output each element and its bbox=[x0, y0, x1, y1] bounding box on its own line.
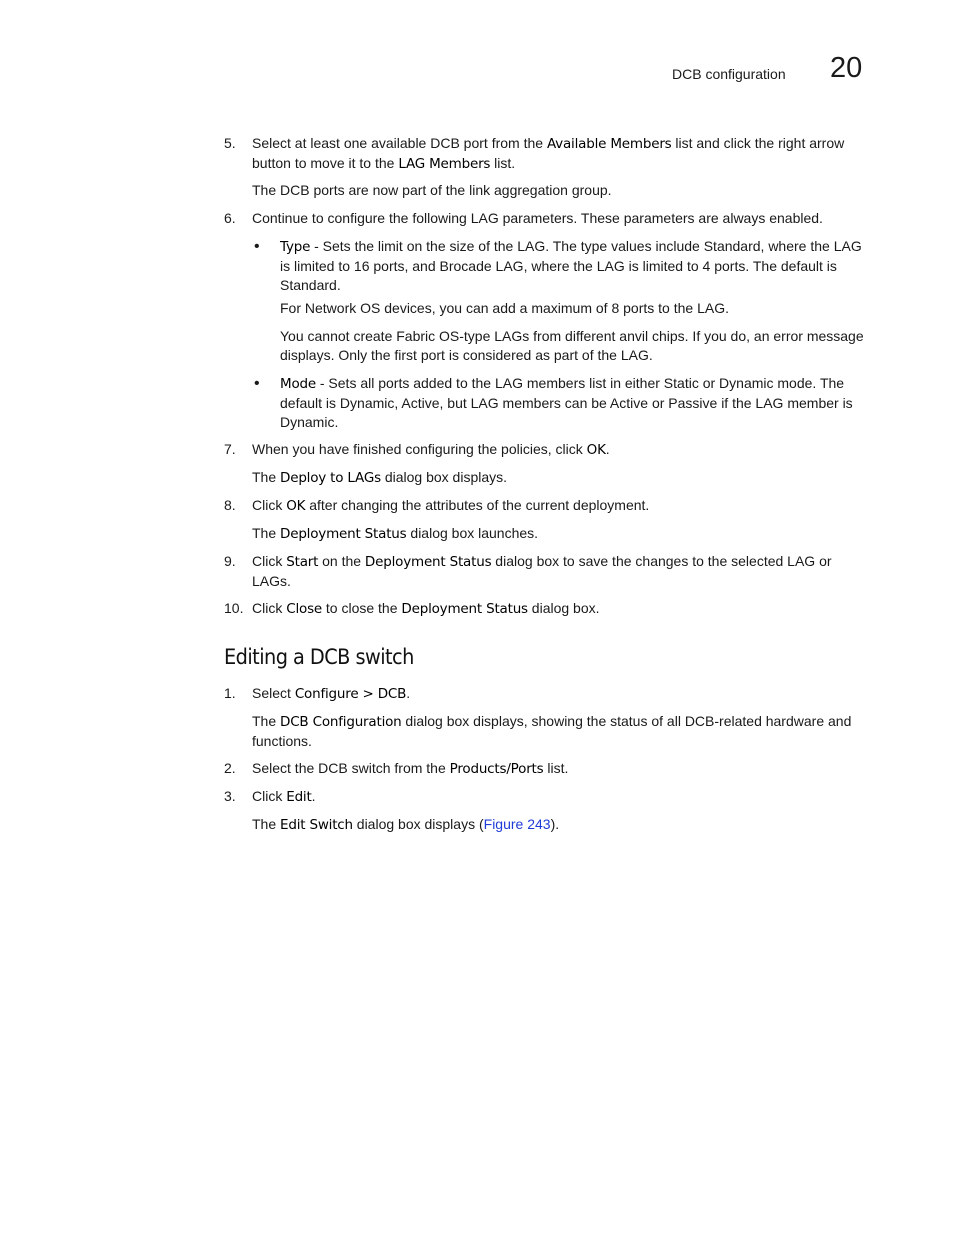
step-number: 6. bbox=[224, 210, 236, 226]
ui-term: LAG Members bbox=[398, 156, 491, 172]
step-text: Click Close to close the Deployment Status dialog box. bbox=[252, 600, 600, 617]
ui-term: Deployment Status bbox=[364, 554, 492, 570]
step-number: 8. bbox=[224, 497, 236, 513]
ui-term: Start bbox=[286, 554, 319, 570]
running-header-section-title: DCB configuration bbox=[672, 66, 786, 82]
section-heading: Editing a DCB switch bbox=[224, 645, 414, 669]
step-text: Select the DCB switch from the Products/Ports list. bbox=[252, 760, 569, 777]
step-note: The Deployment Status dialog box launches. bbox=[252, 525, 539, 542]
ui-term: Deploy to LAGs bbox=[280, 470, 381, 486]
ui-term: Deployment Status bbox=[401, 601, 528, 617]
step-number: 10. bbox=[224, 600, 244, 616]
step-note: The DCB Configuration dialog box displays, showing the status of all DCB-related hardware and functions. bbox=[252, 713, 852, 749]
bullet-icon: • bbox=[254, 238, 260, 255]
step-text: Click Start on the Deployment Status dialog box to save the changes to the selected LAG or LAGs. bbox=[252, 553, 832, 589]
ui-term: DCB Configuration bbox=[280, 714, 402, 730]
ui-term: Edit bbox=[286, 789, 312, 805]
step-number: 5. bbox=[224, 135, 236, 151]
ui-term: Configure > DCB bbox=[294, 686, 407, 702]
ui-term: Deployment Status bbox=[280, 526, 407, 542]
step-number: 9. bbox=[224, 553, 236, 569]
ui-term: Available Members bbox=[546, 136, 672, 152]
bullet-icon: • bbox=[254, 375, 260, 392]
step-number: 7. bbox=[224, 441, 236, 457]
ui-term: OK bbox=[286, 498, 306, 514]
step-text: Continue to configure the following LAG parameters. These parameters are always enabled. bbox=[252, 210, 823, 226]
bullet-text: Type - Sets the limit on the size of the LAG. The type values include Standard, where the LAG is limited to 16 ports, and Brocade LAG, where the LAG is limited to 4 ports. The default is Standard. bbox=[280, 238, 862, 293]
ui-term: Mode bbox=[280, 376, 316, 392]
step-number: 2. bbox=[224, 760, 236, 776]
bullet-note: For Network OS devices, you can add a maximum of 8 ports to the LAG. bbox=[280, 300, 729, 316]
step-text: When you have finished configuring the policies, click OK. bbox=[252, 441, 610, 458]
step-number: 3. bbox=[224, 788, 236, 804]
step-number: 1. bbox=[224, 685, 236, 701]
ui-term: Type bbox=[280, 239, 311, 255]
step-text: Click Edit. bbox=[252, 788, 316, 805]
ui-term: Edit Switch bbox=[280, 817, 353, 833]
step-note: The Deploy to LAGs dialog box displays. bbox=[252, 469, 508, 486]
step-note: The Edit Switch dialog box displays (Figure 243). bbox=[252, 816, 560, 833]
bullet-note: You cannot create Fabric OS-type LAGs from different anvil chips. If you do, an error message displays. Only the first port is considered as part of the LAG. bbox=[280, 328, 864, 363]
ui-term: Products/Ports bbox=[449, 761, 544, 777]
step-text: Click OK after changing the attributes of the current deployment. bbox=[252, 497, 650, 514]
chapter-number: 20 bbox=[830, 52, 863, 84]
step-note: The DCB ports are now part of the link aggregation group. bbox=[252, 182, 612, 198]
bullet-text: Mode - Sets all ports added to the LAG members list in either Static or Dynamic mode. The default is Dynamic, Active, but LAG members can be Active or Passive if the LAG member is Dynamic. bbox=[280, 375, 853, 430]
figure-link[interactable]: Figure 243 bbox=[483, 816, 551, 832]
ui-term: Close bbox=[286, 601, 323, 617]
ui-term: OK bbox=[586, 442, 606, 458]
step-text: Select Configure > DCB. bbox=[252, 685, 411, 702]
step-text: Select at least one available DCB port from the Available Members list and click the right arrow button to move it to the LAG Members list. bbox=[252, 135, 845, 172]
